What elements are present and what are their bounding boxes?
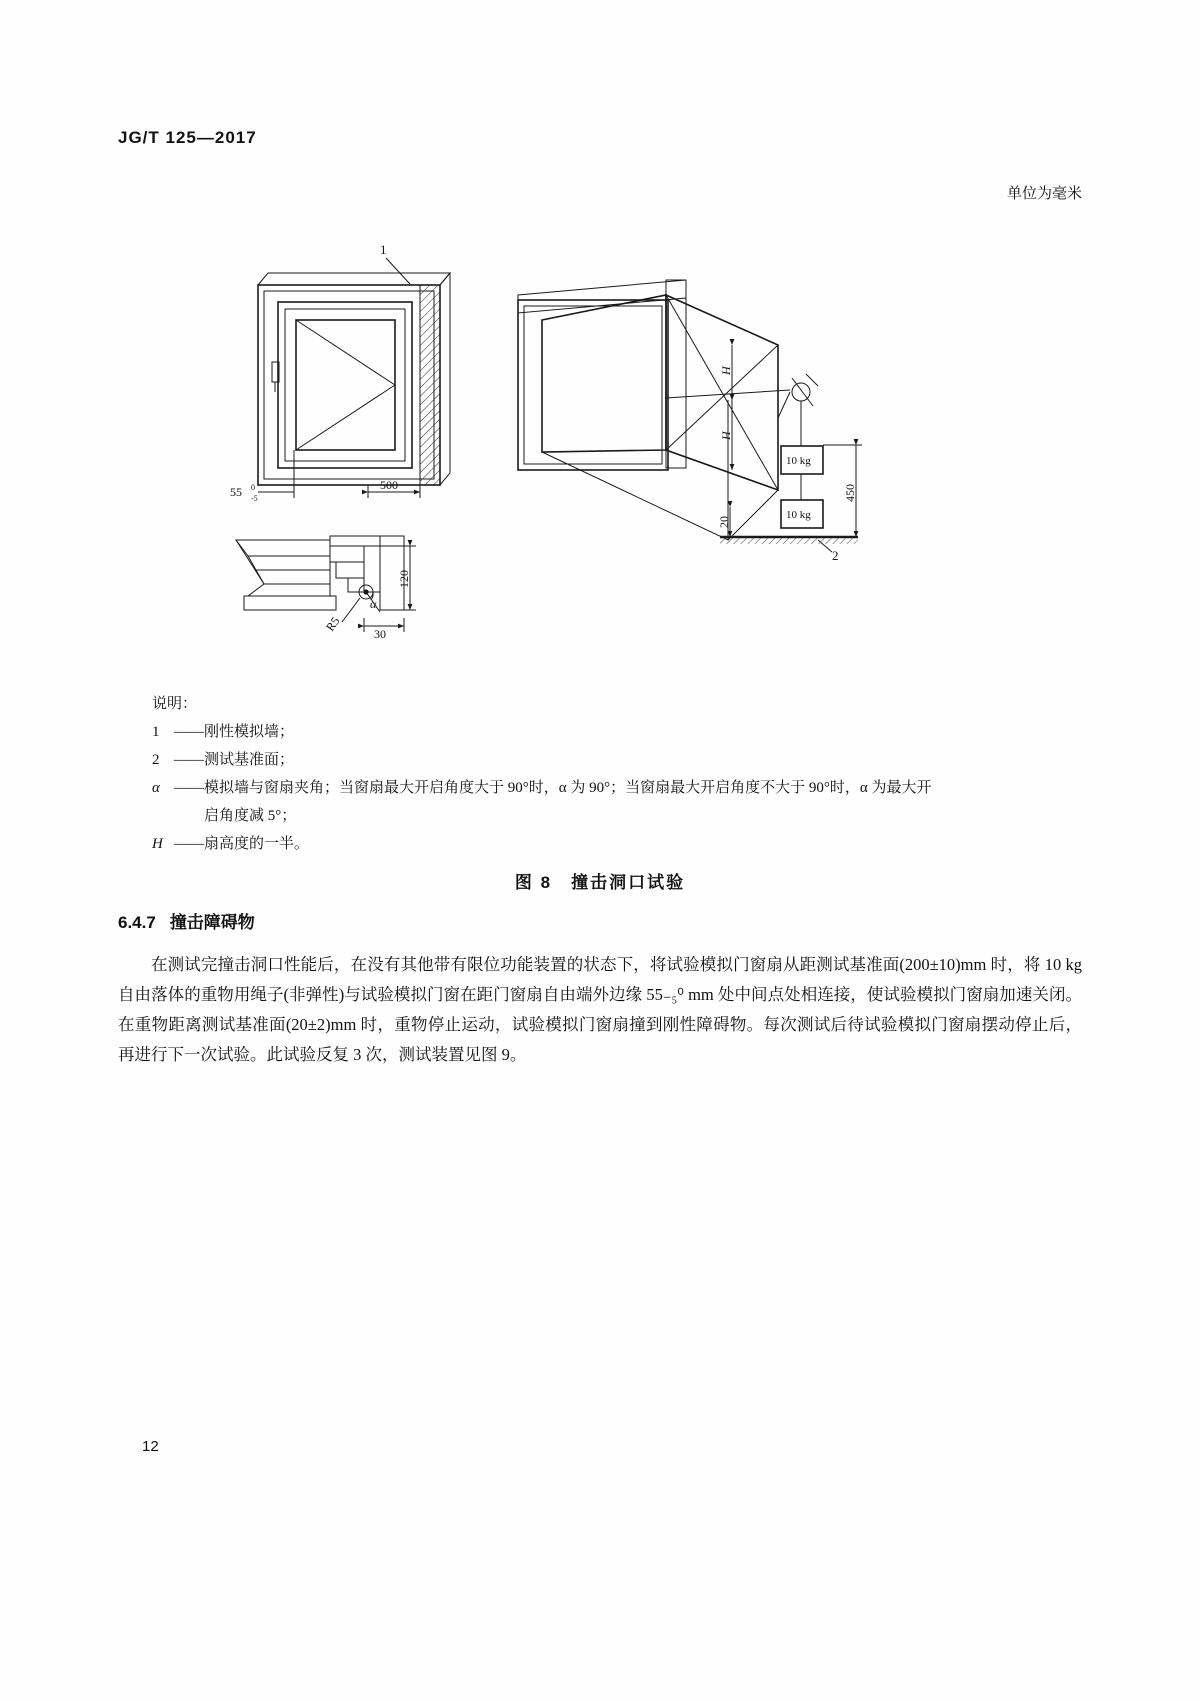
page-number: 12 (142, 1438, 159, 1455)
legend-text-2: 测试基准面； (204, 752, 295, 768)
dim-120-text: 120 (397, 570, 411, 588)
legend-title: 说明： (152, 696, 198, 712)
legend-text-alpha-cont: 启角度减 5°； (204, 808, 297, 824)
legend-item-1: 1 ——刚性模拟墙； (152, 718, 1052, 746)
legend-symbol-alpha: α (152, 780, 160, 796)
section-number: 6.4.7 (118, 913, 156, 932)
legend-symbol-2: 2 (152, 752, 160, 768)
dim-450-text: 450 (843, 484, 857, 502)
dim-H-lower-text: H (719, 431, 733, 440)
dim-R5-text: R5 (322, 614, 343, 634)
dim-55-text: 55 (230, 485, 242, 499)
legend-item-3: α ——模拟墙与窗扇夹角；当窗扇最大开启角度大于 90°时，α 为 90°；当窗扇最大开启角度不大于 90°时，α 为最大开 启角度减 5°； (152, 774, 1052, 830)
dim-500-text: 500 (380, 478, 398, 492)
window-section-detail (236, 536, 416, 641)
figure-svg (118, 240, 1082, 670)
figure-8-drawing (118, 240, 1082, 670)
callout-2-text: 2 (832, 548, 839, 563)
legend-symbol-H: H (152, 836, 163, 852)
legend-text-1: 刚性模拟墙； (204, 724, 295, 740)
figure-caption: 图 8 撞击洞口试验 (514, 873, 686, 892)
dim-alpha-text: α (370, 597, 377, 611)
legend-item-4: H ——扇高度的一半。 (152, 830, 1052, 858)
pulley-icon (792, 374, 818, 406)
impact-test-apparatus (518, 280, 862, 563)
legend-symbol-1: 1 (152, 724, 160, 740)
page-header-standard-code: JG/T 125—2017 (118, 128, 257, 147)
section-title: 撞击障碍物 (169, 913, 255, 932)
legend-text-alpha: 模拟墙与窗扇夹角；当窗扇最大开启角度大于 90°时，α 为 90°；当窗扇最大开启角度不大于 90°时，α 为最大开 (204, 780, 932, 796)
dim-H-upper-text: H (719, 366, 733, 375)
dim-55-tol-upper: 0 (251, 483, 255, 492)
legend-item-2: 2 ——测试基准面； (152, 746, 1052, 774)
section-paragraph: 在测试完撞击洞口性能后，在没有其他带有限位功能装置的状态下，将试验模拟门窗扇从距测试基准面(200±10)mm 时，将 10 kg 自由落体的重物用绳子(非弹性)与试验模拟门窗在距门窗扇自由端外边缘 55₋₅⁰ mm 处中间点处相连接，使试验模拟门窗扇加速关闭。在重物距离测试基准面(20±2)mm 时，重物停止运动，试验模拟门窗扇撞到刚性障碍物。每次测试后待试验模拟门窗扇摆动停止后，再进行下一次试验。此试验反复 3 次，测试装置见图 9。 (118, 955, 1082, 1064)
legend-text-H: 扇高度的一半。 (204, 836, 310, 852)
dim-55-tol-lower: -5 (251, 494, 258, 503)
dim-20-text: 20 (717, 516, 731, 528)
weight-upper-text: 10 kg (786, 455, 811, 467)
dim-30-text: 30 (374, 627, 386, 641)
figure-legend (152, 690, 1052, 858)
weight-lower-text: 10 kg (786, 509, 811, 521)
unit-note: 单位为毫米 (1006, 185, 1082, 202)
callout-1-text: 1 (380, 242, 387, 257)
section-heading (118, 908, 255, 933)
window-front-elevation (230, 242, 450, 503)
